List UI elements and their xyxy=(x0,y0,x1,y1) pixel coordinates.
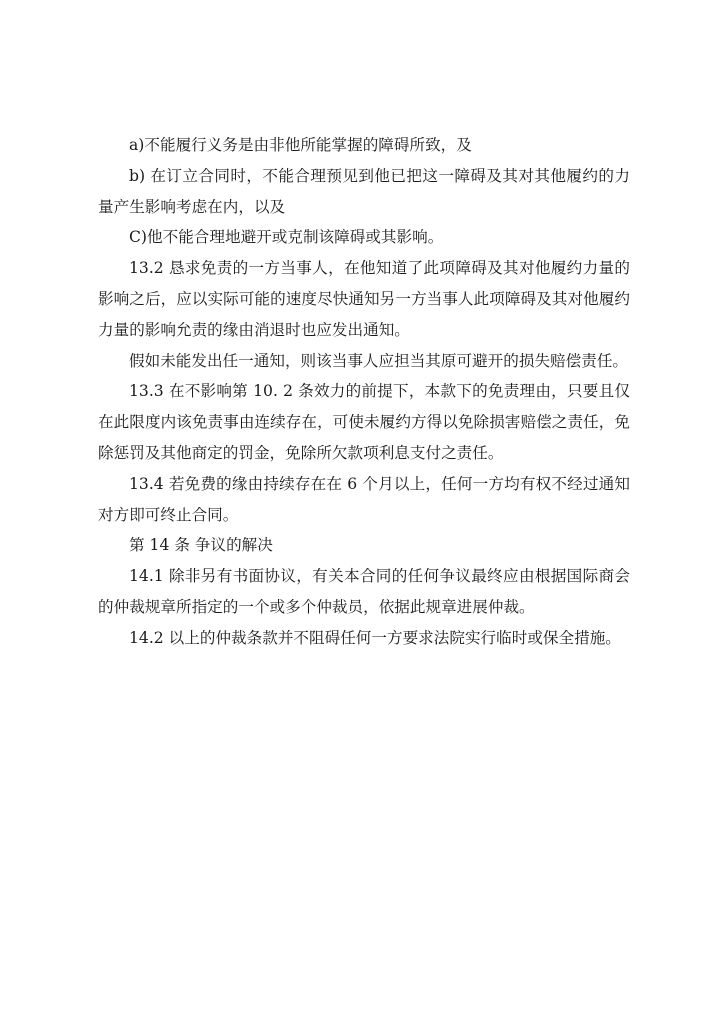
paragraph-14-2: 14.2 以上的仲裁条款并不阻碍任何一方要求法院实行临时或保全措施。 xyxy=(129,628,621,647)
article-14-heading: 第 14 条 争议的解决 xyxy=(129,536,273,555)
paragraph-13-2-note: 假如未能发出任一通知，则该当事人应担当其原可避开的损失赔偿责任。 xyxy=(129,351,629,370)
paragraph-13-1-b: b) 在订立合同时，不能合理预见到他已把这一障碍及其对其他履约的力量产生影响考虑在内，以及 xyxy=(98,166,630,216)
paragraph-13-1-c: C)他不能合理地避开或克制该障碍或其影响。 xyxy=(129,228,444,247)
paragraph-14-1: 14.1 除非另有书面协议，有关本合同的任何争议最终应由根据国际商会的仲裁规章所指定的一个或多个仲裁员，依据此规章进展仲裁。 xyxy=(98,567,630,616)
paragraph-13-1-a: a)不能履行义务是由非他所能掌握的障碍所致，及 xyxy=(129,136,472,154)
document-body xyxy=(98,130,630,654)
paragraph-13-3: 13.3 在不影响第 10. 2 条效力的前提下，本款下的免责理由，只要且仅在此限度内该免责事由连续存在，可使未履约方得以免除损害赔偿之责任，免除惩罚及其他商定的罚金，免除所欠款项利息支付之责任。 xyxy=(98,382,630,462)
paragraph-13-2: 13.2 恳求免责的一方当事人，在他知道了此项障碍及其对他履约力量的影响之后，应以实际可能的速度尽快通知另一方当事人此项障碍及其对他履约力量的影响允责的缘由消退时也应发出通知。 xyxy=(98,259,630,339)
paragraph-13-4: 13.4 若免费的缘由持续存在在 6 个月以上，任何一方均有权不经过通知对方即可终止合同。 xyxy=(98,474,630,524)
